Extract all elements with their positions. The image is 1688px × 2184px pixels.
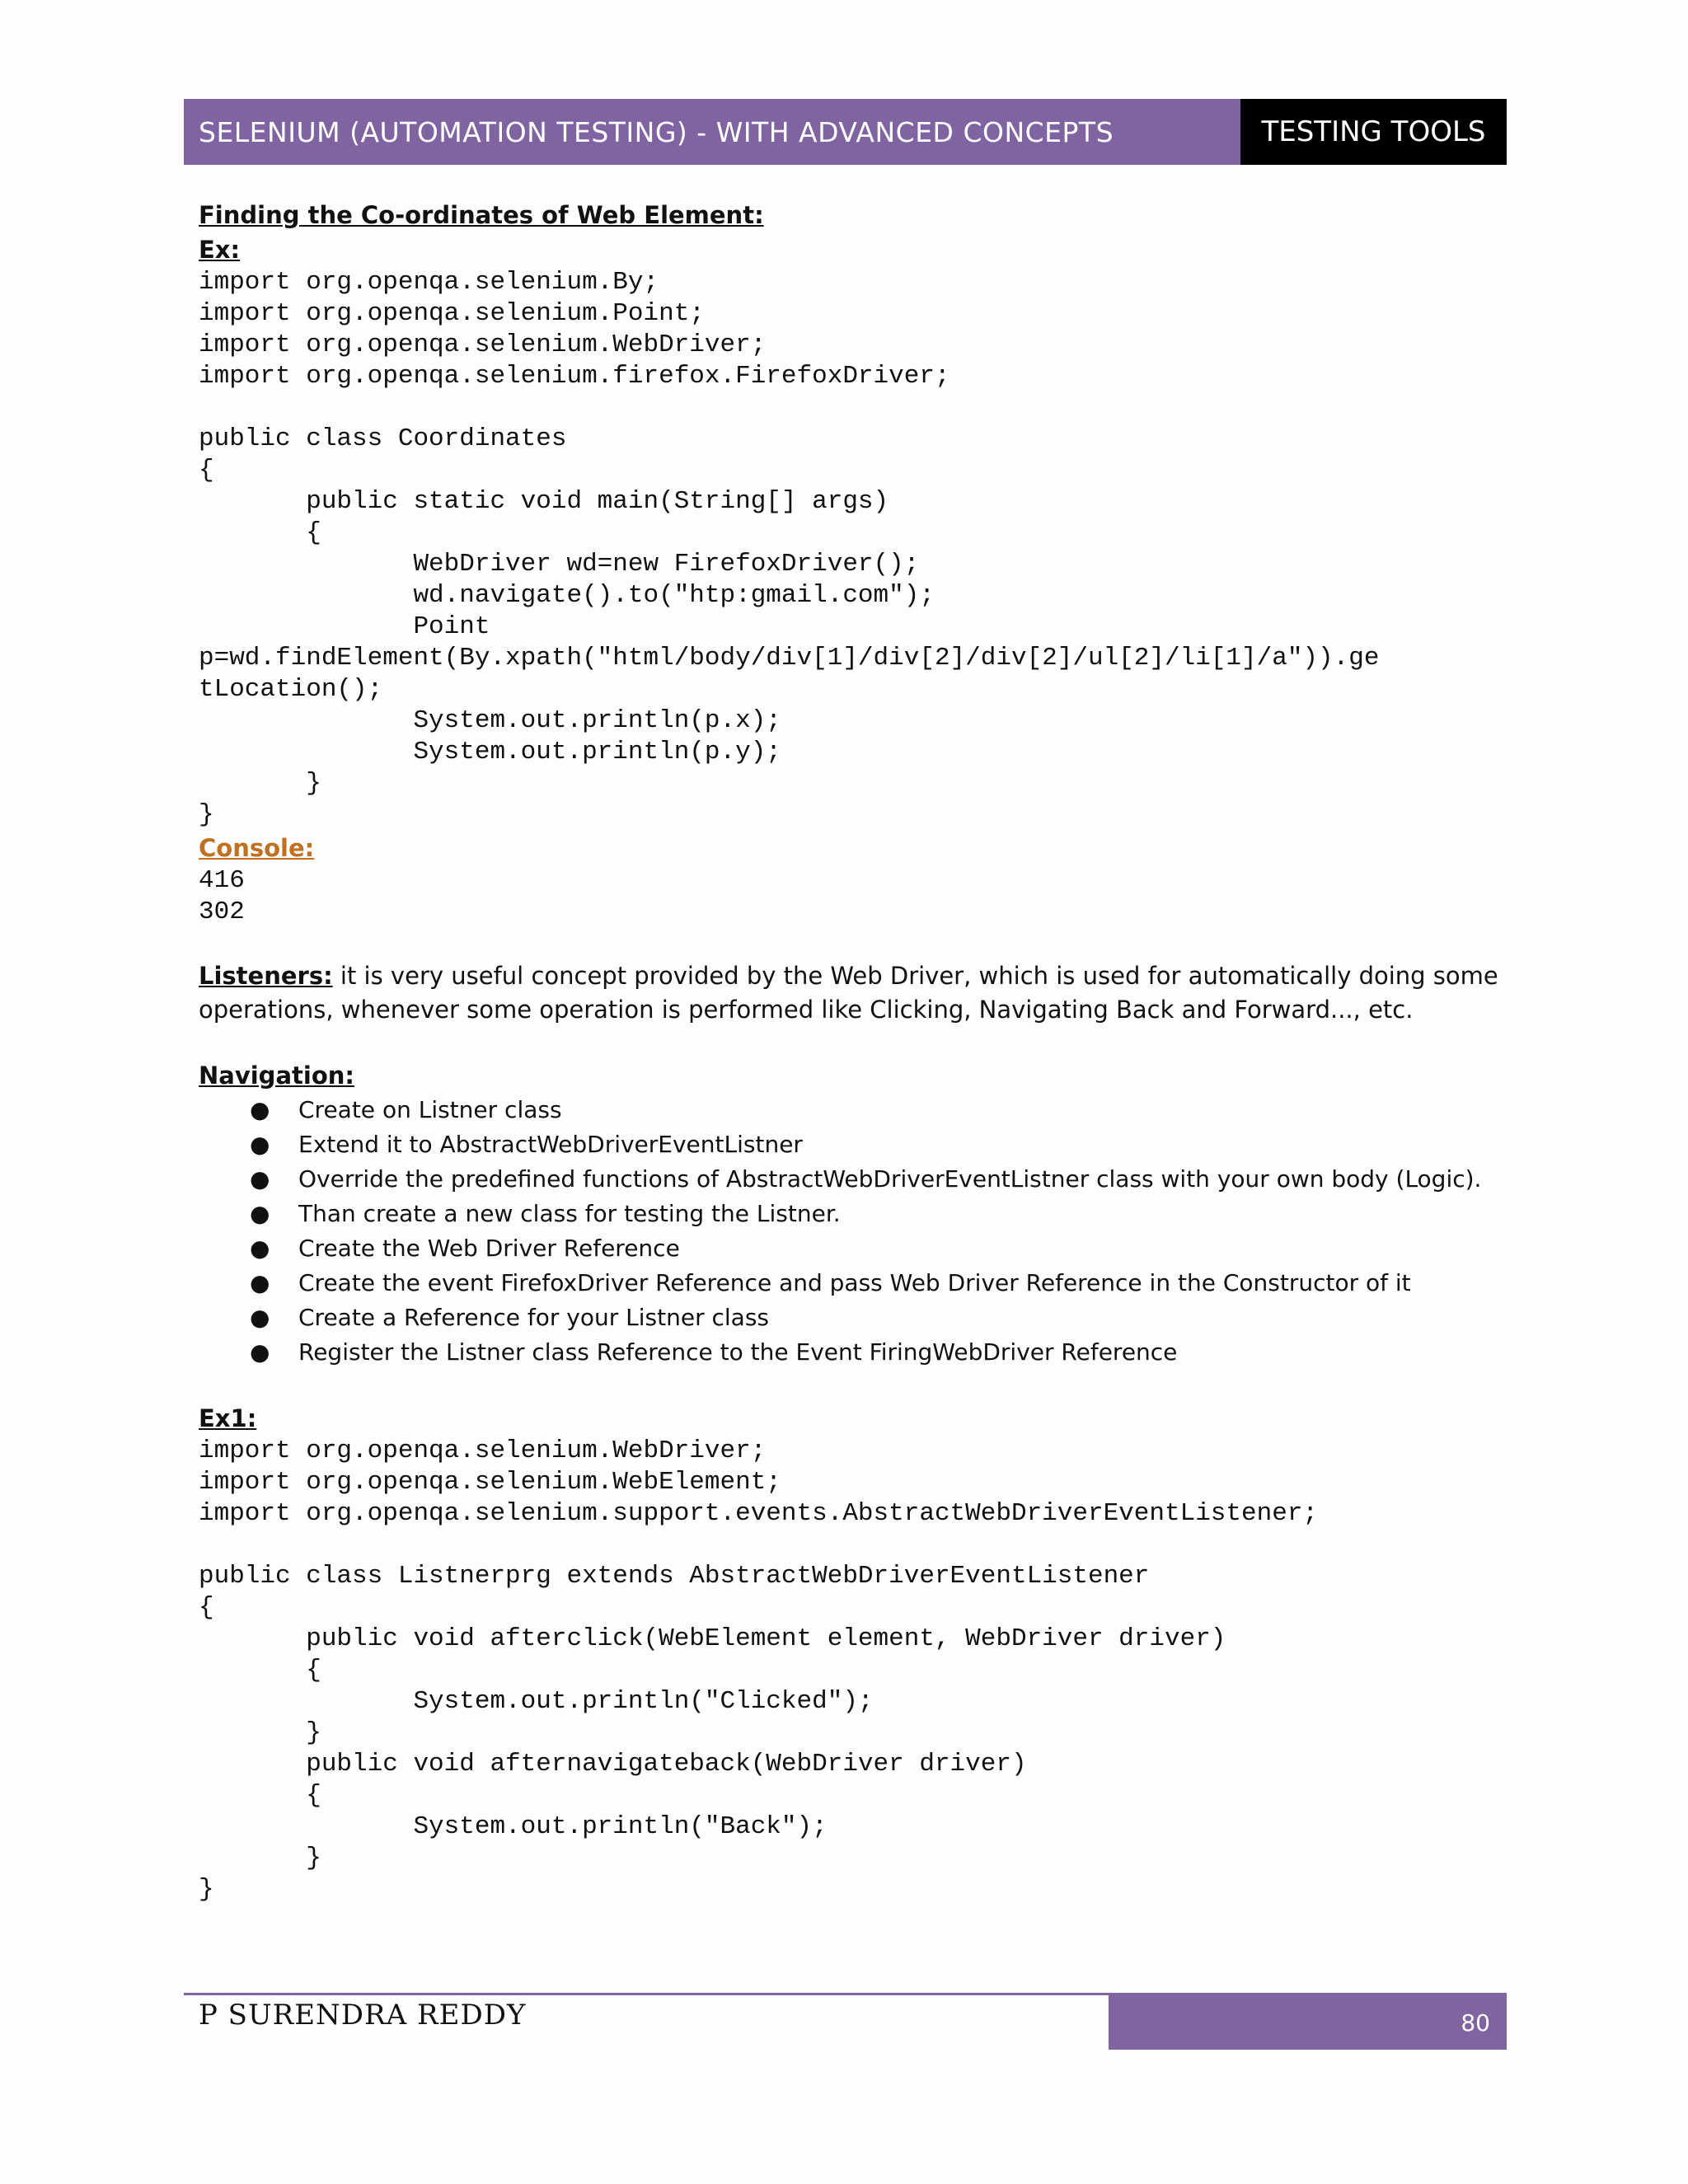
page-number: 80	[1109, 1995, 1507, 2050]
code-block-listener: import org.openqa.selenium.WebDriver; import org.openqa.selenium.WebElement; import org.openqa.selenium.support.events.AbstractWebDriverEventListener; public class Listnerprg extends AbstractWebDriverEventListener { public void afterclick(WebElement element, WebDriver driver) { System.out.println("Clicked"); } public void afternavigateback(WebDriver driver) { System.out.println("Back"); } }	[199, 1436, 1319, 1904]
list-item-text: Override the predefined functions of AbstractWebDriverEventListner class with your own body (Logic).	[298, 1165, 1482, 1193]
bullet-icon: ●	[250, 1200, 270, 1227]
list-item-text: Create a Reference for your Listner class	[298, 1304, 769, 1331]
example-label: Ex:	[199, 236, 241, 264]
example-label-2: Ex1:	[199, 1404, 257, 1432]
bullet-icon: ●	[250, 1338, 270, 1366]
bullet-icon: ●	[250, 1269, 270, 1296]
list-item	[199, 1162, 1518, 1196]
console-output: 416 302	[199, 866, 245, 926]
bullet-icon: ●	[250, 1131, 270, 1158]
list-item	[199, 1335, 1518, 1369]
navigation-heading: Navigation:	[199, 1062, 354, 1090]
page-footer	[184, 1993, 1507, 2050]
header-tag: TESTING TOOLS	[1240, 99, 1507, 165]
bullet-icon: ●	[250, 1304, 270, 1331]
list-item	[199, 1093, 1518, 1127]
list-item-text: Register the Listner class Reference to the Event FiringWebDriver Reference	[298, 1338, 1178, 1366]
listeners-label: Listeners:	[199, 962, 333, 990]
list-item-text: Extend it to AbstractWebDriverEventListner	[298, 1131, 803, 1158]
page-content	[199, 198, 1501, 1905]
code-block-coordinates: import org.openqa.selenium.By; import org.openqa.selenium.Point; import org.openqa.selenium.WebDriver; import org.openqa.selenium.firefox.FirefoxDriver; public class Coordinates { public static void main(String[] args) { WebDriver wd=new FirefoxDriver(); wd.navigate().to("htp:gmail.com"); Point p=wd.findElement(By.xpath("html/body/div[1]/div[2]/div[2]/ul[2]/li[1]/a")).ge tLocation(); System.out.println(p.x); System.out.println(p.y); } }	[199, 268, 1380, 829]
page-header	[184, 99, 1507, 165]
navigation-list	[199, 1093, 1501, 1369]
list-item	[199, 1301, 1518, 1334]
bullet-icon: ●	[250, 1096, 270, 1123]
list-item	[199, 1127, 1518, 1161]
list-item	[199, 1231, 1518, 1265]
section-heading-coordinates: Finding the Co-ordinates of Web Element:	[199, 201, 764, 229]
console-label: Console:	[199, 834, 315, 862]
list-item	[199, 1197, 1518, 1230]
footer-author: P SURENDRA REDDY	[199, 1999, 527, 2032]
bullet-icon: ●	[250, 1165, 270, 1193]
list-item-text: Create the Web Driver Reference	[298, 1235, 680, 1262]
list-item-text: Create the event FirefoxDriver Reference and pass Web Driver Reference in the Constructor of it	[298, 1269, 1411, 1296]
list-item	[199, 1266, 1518, 1300]
list-item-text: Than create a new class for testing the Listner.	[298, 1200, 841, 1227]
header-title: SELENIUM (AUTOMATION TESTING) - WITH ADVANCED CONCEPTS	[184, 99, 1240, 165]
listeners-paragraph	[199, 959, 1501, 1027]
list-item-text: Create on Listner class	[298, 1096, 562, 1123]
listeners-text: it is very useful concept provided by the Web Driver, which is used for automatically doing some operations, whenever some operation is performed like Clicking, Navigating Back and Forward..., etc.	[199, 962, 1498, 1024]
bullet-icon: ●	[250, 1235, 270, 1262]
